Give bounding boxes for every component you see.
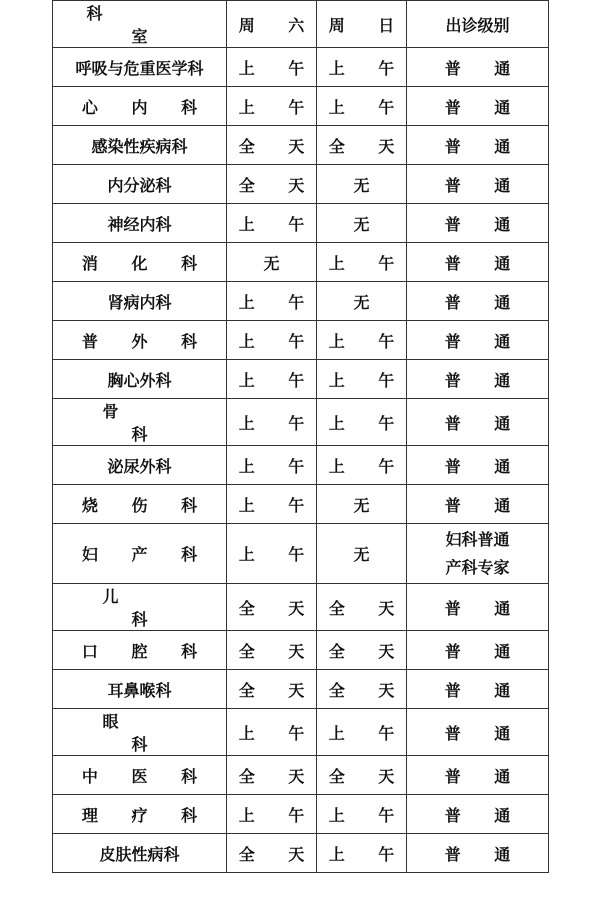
level-text: 普 通 (444, 97, 525, 117)
saturday-text: 上 午 (238, 413, 319, 433)
sunday-cell (317, 165, 407, 204)
level-text: 普 通 (444, 805, 525, 825)
saturday-cell (227, 670, 317, 709)
department-cell (53, 87, 227, 126)
level-cell (407, 399, 549, 446)
saturday-cell (227, 48, 317, 87)
sunday-text: 上 午 (328, 413, 409, 433)
level-text: 普 通 (444, 598, 525, 618)
department-text: 胸心外科 (107, 370, 172, 390)
department-cell (53, 282, 227, 321)
sunday-cell (317, 87, 407, 126)
table-row (53, 360, 549, 399)
sunday-cell (317, 584, 407, 631)
sunday-cell (317, 446, 407, 485)
table-header-row (53, 1, 549, 48)
level-cell (407, 48, 549, 87)
level-cell (407, 282, 549, 321)
department-text: 内分泌科 (107, 175, 172, 195)
table-row (53, 321, 549, 360)
saturday-text: 无 (263, 253, 280, 273)
department-cell (53, 243, 227, 282)
level-cell (407, 670, 549, 709)
saturday-text: 全 天 (238, 136, 319, 156)
table-row (53, 524, 549, 584)
sunday-text: 上 午 (328, 58, 409, 78)
table-row (53, 165, 549, 204)
saturday-cell (227, 321, 317, 360)
department-cell (53, 446, 227, 485)
sunday-cell (317, 243, 407, 282)
level-cell (407, 321, 549, 360)
sunday-text: 上 午 (328, 844, 409, 864)
department-cell (53, 321, 227, 360)
department-text: 理 疗 科 (81, 805, 212, 825)
saturday-text: 上 午 (238, 292, 319, 312)
saturday-cell (227, 204, 317, 243)
table-row (53, 709, 549, 756)
level-cell (407, 584, 549, 631)
level-cell (407, 524, 549, 584)
level-cell (407, 709, 549, 756)
department-text: 口 腔 科 (81, 641, 212, 661)
department-text: 消 化 科 (81, 253, 212, 273)
table-row (53, 399, 549, 446)
level-text: 普 通 (444, 641, 525, 661)
department-text: 心 内 科 (81, 97, 212, 117)
sunday-cell (317, 321, 407, 360)
level-text: 普 通 (444, 136, 525, 156)
department-cell (53, 834, 227, 873)
level-cell (407, 485, 549, 524)
saturday-text: 全 天 (238, 844, 319, 864)
department-text: 中 医 科 (81, 766, 212, 786)
level-text: 普 通 (444, 680, 525, 700)
saturday-cell (227, 446, 317, 485)
sunday-text: 全 天 (328, 598, 409, 618)
department-cell (53, 756, 227, 795)
table-row (53, 282, 549, 321)
sunday-cell (317, 126, 407, 165)
level-cell (407, 631, 549, 670)
saturday-text: 上 午 (238, 331, 319, 351)
sunday-text: 无 (353, 292, 370, 312)
saturday-cell (227, 709, 317, 756)
department-cell (53, 584, 227, 631)
department-cell (53, 524, 227, 584)
department-cell (53, 485, 227, 524)
saturday-text: 上 午 (238, 214, 319, 234)
level-text: 普 通 (444, 370, 525, 390)
department-text: 普 外 科 (81, 331, 212, 351)
level-cell (407, 243, 549, 282)
saturday-cell (227, 126, 317, 165)
level-cell (407, 446, 549, 485)
department-cell (53, 48, 227, 87)
sunday-text: 上 午 (328, 723, 409, 743)
department-text: 皮肤性病科 (99, 844, 180, 864)
department-text: 眼 科 (102, 712, 206, 754)
sunday-text: 无 (353, 214, 370, 234)
sunday-cell (317, 360, 407, 399)
department-cell (53, 670, 227, 709)
sunday-text: 上 午 (328, 253, 409, 273)
table-row (53, 243, 549, 282)
saturday-cell (227, 360, 317, 399)
sunday-text: 全 天 (328, 766, 409, 786)
saturday-text: 全 天 (238, 175, 319, 195)
level-text: 普 通 (444, 331, 525, 351)
saturday-text: 上 午 (238, 545, 319, 564)
sunday-text: 上 午 (328, 456, 409, 476)
sunday-cell (317, 485, 407, 524)
department-cell (53, 399, 227, 446)
sunday-text: 无 (353, 495, 370, 515)
level-text: 普 通 (444, 292, 525, 312)
saturday-text: 上 午 (238, 723, 319, 743)
level-text: 普 通 (444, 456, 525, 476)
table-row (53, 126, 549, 165)
level-cell (407, 165, 549, 204)
level-text: 普 通 (444, 844, 525, 864)
sunday-text: 全 天 (328, 136, 409, 156)
level-text: 普 通 (444, 723, 525, 743)
department-cell (53, 204, 227, 243)
sunday-cell (317, 204, 407, 243)
department-text: 泌尿外科 (107, 456, 172, 476)
level-text: 普 通 (444, 58, 525, 78)
department-cell (53, 360, 227, 399)
saturday-cell (227, 243, 317, 282)
saturday-text: 上 午 (238, 97, 319, 117)
sunday-cell (317, 282, 407, 321)
level-cell (407, 204, 549, 243)
department-text: 呼吸与危重医学科 (75, 58, 204, 78)
department-text: 感染性疾病科 (91, 136, 188, 156)
sunday-text: 上 午 (328, 97, 409, 117)
sunday-text: 全 天 (328, 641, 409, 661)
level-text: 普 通 (444, 495, 525, 515)
saturday-text: 上 午 (238, 456, 319, 476)
saturday-cell (227, 795, 317, 834)
sunday-cell (317, 756, 407, 795)
table-row (53, 756, 549, 795)
sunday-cell (317, 670, 407, 709)
table-row (53, 795, 549, 834)
sunday-cell (317, 709, 407, 756)
header-saturday: 周 六 (227, 1, 317, 48)
department-cell (53, 709, 227, 756)
sunday-cell (317, 399, 407, 446)
department-cell (53, 126, 227, 165)
sunday-text: 无 (353, 545, 370, 564)
table-row (53, 446, 549, 485)
level-line: 产科专家 (445, 557, 510, 577)
level-text: 普 通 (444, 175, 525, 195)
sunday-cell (317, 631, 407, 670)
sunday-text: 全 天 (328, 680, 409, 700)
sunday-cell (317, 524, 407, 584)
level-text: 普 通 (444, 413, 525, 433)
saturday-text: 全 天 (238, 680, 319, 700)
level-text: 普 通 (444, 766, 525, 786)
table-row (53, 584, 549, 631)
department-text: 烧 伤 科 (81, 495, 212, 515)
level-text: 普 通 (444, 214, 525, 234)
department-text: 神经内科 (107, 214, 172, 234)
saturday-cell (227, 834, 317, 873)
department-text: 儿 科 (102, 587, 206, 629)
saturday-cell (227, 584, 317, 631)
level-text: 普 通 (444, 253, 525, 273)
level-cell (407, 834, 549, 873)
saturday-text: 上 午 (238, 805, 319, 825)
table-row (53, 485, 549, 524)
department-cell (53, 165, 227, 204)
level-cell (407, 87, 549, 126)
table-row (53, 48, 549, 87)
table-row (53, 834, 549, 873)
table-row (53, 670, 549, 709)
saturday-text: 全 天 (238, 766, 319, 786)
sunday-cell (317, 48, 407, 87)
saturday-text: 全 天 (238, 598, 319, 618)
department-text: 耳鼻喉科 (107, 680, 172, 700)
saturday-cell (227, 524, 317, 584)
department-text: 骨 科 (102, 402, 206, 444)
saturday-cell (227, 631, 317, 670)
saturday-text: 全 天 (238, 641, 319, 661)
saturday-cell (227, 87, 317, 126)
level-line: 妇科普通 (445, 529, 510, 549)
level-cell (407, 795, 549, 834)
level-cell (407, 360, 549, 399)
sunday-cell (317, 834, 407, 873)
table-row (53, 204, 549, 243)
table-row (53, 631, 549, 670)
sunday-text: 上 午 (328, 805, 409, 825)
clinic-schedule-table (52, 0, 549, 873)
sunday-cell (317, 795, 407, 834)
saturday-cell (227, 485, 317, 524)
department-text: 妇 产 科 (81, 545, 212, 564)
level-cell (407, 126, 549, 165)
saturday-cell (227, 165, 317, 204)
department-cell (53, 795, 227, 834)
sunday-text: 上 午 (328, 370, 409, 390)
department-cell (53, 631, 227, 670)
saturday-cell (227, 282, 317, 321)
level-cell (407, 756, 549, 795)
saturday-text: 上 午 (238, 370, 319, 390)
sunday-text: 无 (353, 175, 370, 195)
header-department: 科 室 (53, 1, 227, 48)
table-row (53, 87, 549, 126)
department-text: 肾病内科 (107, 292, 172, 312)
saturday-cell (227, 756, 317, 795)
header-level: 出诊级别 (407, 1, 549, 48)
saturday-text: 上 午 (238, 58, 319, 78)
saturday-text: 上 午 (238, 495, 319, 515)
header-sunday: 周 日 (317, 1, 407, 48)
saturday-cell (227, 399, 317, 446)
sunday-text: 上 午 (328, 331, 409, 351)
